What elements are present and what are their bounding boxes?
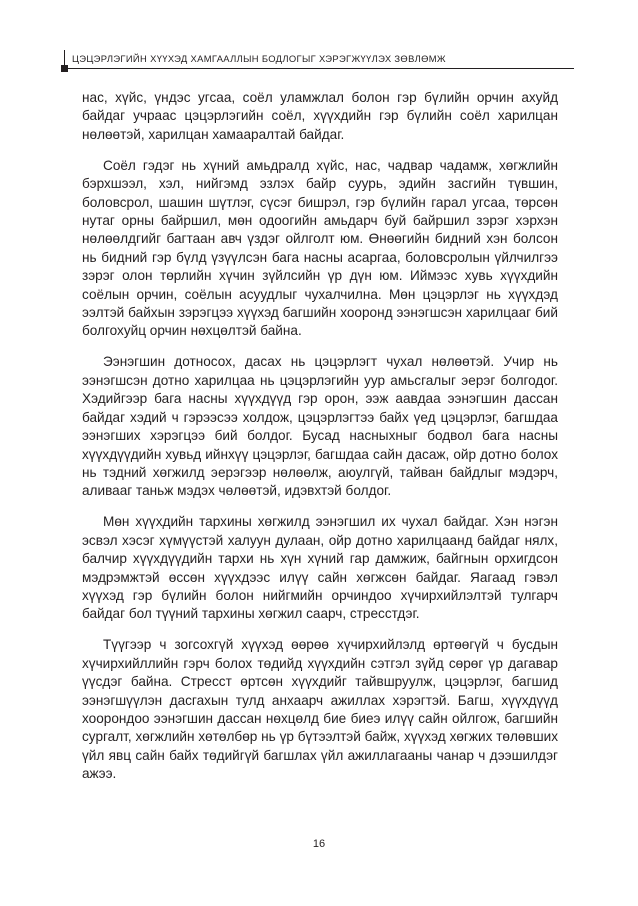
header-horizontal-rule — [64, 68, 574, 69]
paragraph-4: Мөн хүүхдийн тархины хөгжилд ээнэгшил их чухал байдаг. Хэн нэгэн эсвэл хэсэг хүмүүстэй халуун дулаан, ойр дотно харилцаанд байдаг нялх, балчир хүүхдүүдийн тархи нь хүн хүний гар дамжиж, байгнын орхигдсон мэдрэмжтэй өссөн хүүхдээс илүү сайн хөгжсөн байдаг. Яагаад гэвэл хүүхэд гэр бүлийн болон нийгмийн орчиндоо хүчирхийлэлтэй тулгарч байдаг бол түүний тархины хөгжил саарч, стресстдэг. — [82, 514, 558, 622]
paragraph-5: Түүгээр ч зогсохгүй хүүхэд өөрөө хүчирхийлэлд өртөөгүй ч бусдын хүчирхийллийн гэрч болох төдийд хүүхдийн сэтгэл зүйд сөрөг үр дагавар үүсдэг байна. Стресст өртсөн хүүхдийг тайвшруулж, цэцэрлэг, багшид ээнэгшүүлэн дасгахын тулд анхаарч ажиллах хэрэгтэй. Багш, хүүхдүүд хоорондоо ээнэгшин дассан нөхцөлд бие биеэ илүү сайн ойлгож, багшийн сургалт, хөгжлийн хөтөлбөр нь үр бүтээлтэй байж, хүүхэд хөгжих төлөвших үйл явц сайн байх төдийгүй багшлах үйл ажиллагааны чанар ч дээшилдэг ажээ. — [82, 637, 558, 782]
paragraph-1: нас, хүйс, үндэс угсаа, соёл уламжлал болон гэр бүлийн орчин ахуйд байдаг учраас цэцэрлэгийн соёл, хүүхдийн гэр бүлийн соёл харилцан нөлөөтэй, харилцан хамааралтай байдаг. — [82, 90, 558, 142]
page-body — [82, 89, 558, 796]
paragraph-3: Ээнэгшин дотносох, дасах нь цэцэрлэгт чухал нөлөөтэй. Учир нь ээнэгшсэн дотно харилцаа нь цэцэрлэгийн уур амьсгалыг эерэг болгодог. Хэдийгээр бага насны хүүхдүүд гэр орон, ээж аавдаа ээнэгшин дассан байдаг хэдий ч гэрээсээ холдож, цэцэрлэгтээ байх үед цэцэрлэг, багшдаа ээнэгших хэрэгцээ бий болдог. Бусад насныхныг бодвол бага насны хүүхдүүдийн хувьд ийнхүү цэцэрлэг, багшдаа сайн дасаж, ойр дотно болох нь тэдний хөгжилд эерэгээр нөлөөлж, аюулгүй, тайван байдлыг мэдэрч, аливааг таньж мэдэх чөлөөтэй, идэвхтэй болдог. — [82, 354, 558, 499]
page-number: 16 — [312, 838, 326, 850]
header-square-marker — [61, 65, 68, 72]
paragraph-2: Соёл гэдэг нь хүний амьдралд хүйс, нас, чадвар чадамж, хөгжлийн бэрхшээл, хэл, нийгэмд эзлэх байр суурь, эдийн засгийн түвшин, боловсрол, шашин шүтлэг, сүсэг бишрэл, гэр бүлийн гарал угсаа, төрсөн нутаг орны байршил, мөн одоогийн амьдарч буй байршил зэрэг хэрхэн нөлөөлдгийг багтаан авч үздэг ойлголт юм. Өнөөгийн бидний хэн болсон нь бидний гэр бүлд үзүүлсэн бага насны асаргаа, боловсролын үйлчилгээ зэрэг олон төрлийн хүчин зүйлсийн үр дүн юм. Иймээс хувь хүүхдийн соёлын орчин, соёлын асуудлыг чухалчилна. Мөн цэцэрлэг нь хүүхдэд ээлтэй байхын зэрэгцээ хүүхэд багшийн хооронд ээнэгшсэн харилцааг бий болгохуйц орчин нөхцөлтэй байна. — [82, 157, 558, 339]
running-header — [64, 50, 580, 76]
running-title: ЦЭЦЭРЛЭГИЙН ХҮҮХЭД ХАМГААЛЛЫН БОДЛОГЫГ ХЭРЭГЖҮҮЛЭХ ЗӨВЛӨМЖ — [72, 53, 446, 64]
